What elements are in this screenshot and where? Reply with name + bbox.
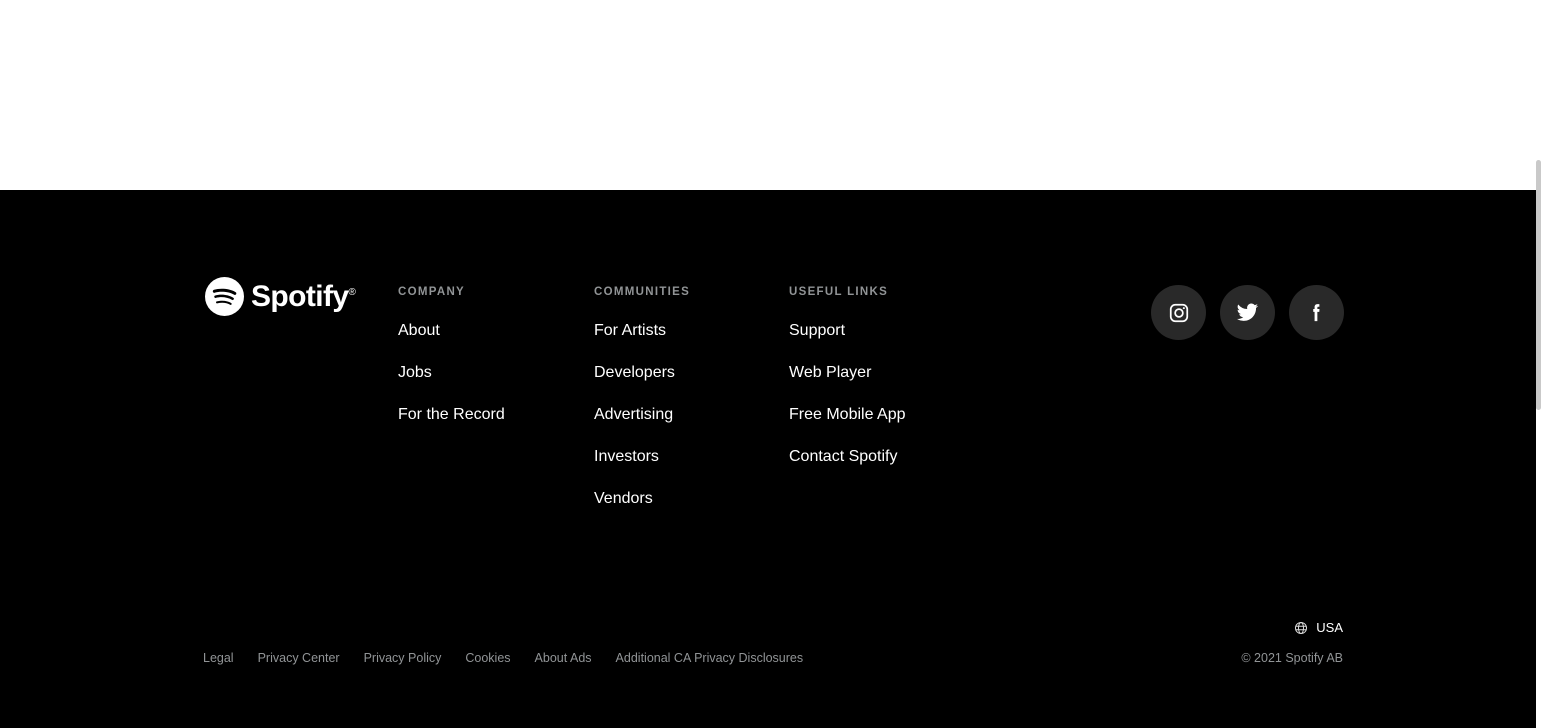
legal-link-legal[interactable]: Legal xyxy=(203,651,234,665)
footer-column-title-useful-links: USEFUL LINKS xyxy=(789,286,889,298)
list-item xyxy=(789,320,906,342)
list-item xyxy=(594,404,690,426)
footer-column-communities xyxy=(594,286,690,510)
footer-links-company xyxy=(398,320,505,426)
region-label: USA xyxy=(1316,620,1343,635)
spotify-logo[interactable] xyxy=(205,276,356,316)
footer-link-jobs[interactable]: Jobs xyxy=(398,364,432,381)
legal-link-about-ads[interactable]: About Ads xyxy=(534,651,592,665)
list-item xyxy=(398,362,505,384)
footer-link-contact-spotify[interactable]: Contact Spotify xyxy=(789,448,898,465)
footer-link-free-mobile-app[interactable]: Free Mobile App xyxy=(789,406,906,423)
footer-link-developers[interactable]: Developers xyxy=(594,364,675,381)
footer-link-web-player[interactable]: Web Player xyxy=(789,364,872,381)
legal-link-additional-ca-privacy-disclosures[interactable]: Additional CA Privacy Disclosures xyxy=(615,651,804,665)
list-item xyxy=(789,404,906,426)
page-content-blank-area xyxy=(0,0,1541,190)
trademark-symbol: ® xyxy=(348,287,356,298)
list-item xyxy=(594,488,690,510)
list-item xyxy=(594,362,690,384)
footer-links-communities xyxy=(594,320,690,510)
list-item xyxy=(594,320,690,342)
site-footer xyxy=(0,190,1536,728)
list-item xyxy=(594,446,690,468)
footer-link-vendors[interactable]: Vendors xyxy=(594,490,653,507)
footer-link-support[interactable]: Support xyxy=(789,322,846,339)
copyright-text: © 2021 Spotify AB xyxy=(1241,651,1343,665)
social-link-instagram[interactable] xyxy=(1151,285,1206,340)
globe-icon xyxy=(1294,621,1308,635)
twitter-icon xyxy=(1236,301,1259,324)
footer-column-title-company: COMPANY xyxy=(398,286,466,298)
footer-link-about[interactable]: About xyxy=(398,322,440,339)
scrollbar-thumb[interactable] xyxy=(1536,160,1541,410)
facebook-icon xyxy=(1305,301,1328,324)
social-link-facebook[interactable] xyxy=(1289,285,1344,340)
footer-column-company xyxy=(398,286,505,426)
social-link-twitter[interactable] xyxy=(1220,285,1275,340)
region-selector[interactable] xyxy=(1294,620,1343,635)
footer-column-useful-links xyxy=(789,286,906,468)
list-item xyxy=(789,362,906,384)
footer-link-for-artists[interactable]: For Artists xyxy=(594,322,667,339)
instagram-icon xyxy=(1168,302,1190,324)
list-item xyxy=(398,320,505,342)
footer-link-for-the-record[interactable]: For the Record xyxy=(398,406,505,423)
footer-links-useful xyxy=(789,320,906,468)
legal-link-privacy-center[interactable]: Privacy Center xyxy=(257,651,340,665)
social-links xyxy=(1151,285,1344,340)
list-item xyxy=(789,446,906,468)
footer-link-investors[interactable]: Investors xyxy=(594,448,659,465)
footer-column-title-communities: COMMUNITIES xyxy=(594,286,691,298)
legal-link-cookies[interactable]: Cookies xyxy=(465,651,511,665)
list-item xyxy=(398,404,505,426)
legal-link-privacy-policy[interactable]: Privacy Policy xyxy=(363,651,442,665)
spotify-wordmark: Spotify® xyxy=(251,280,356,313)
legal-links xyxy=(203,651,803,665)
spotify-logo-icon xyxy=(205,277,244,316)
footer-link-advertising[interactable]: Advertising xyxy=(594,406,674,423)
